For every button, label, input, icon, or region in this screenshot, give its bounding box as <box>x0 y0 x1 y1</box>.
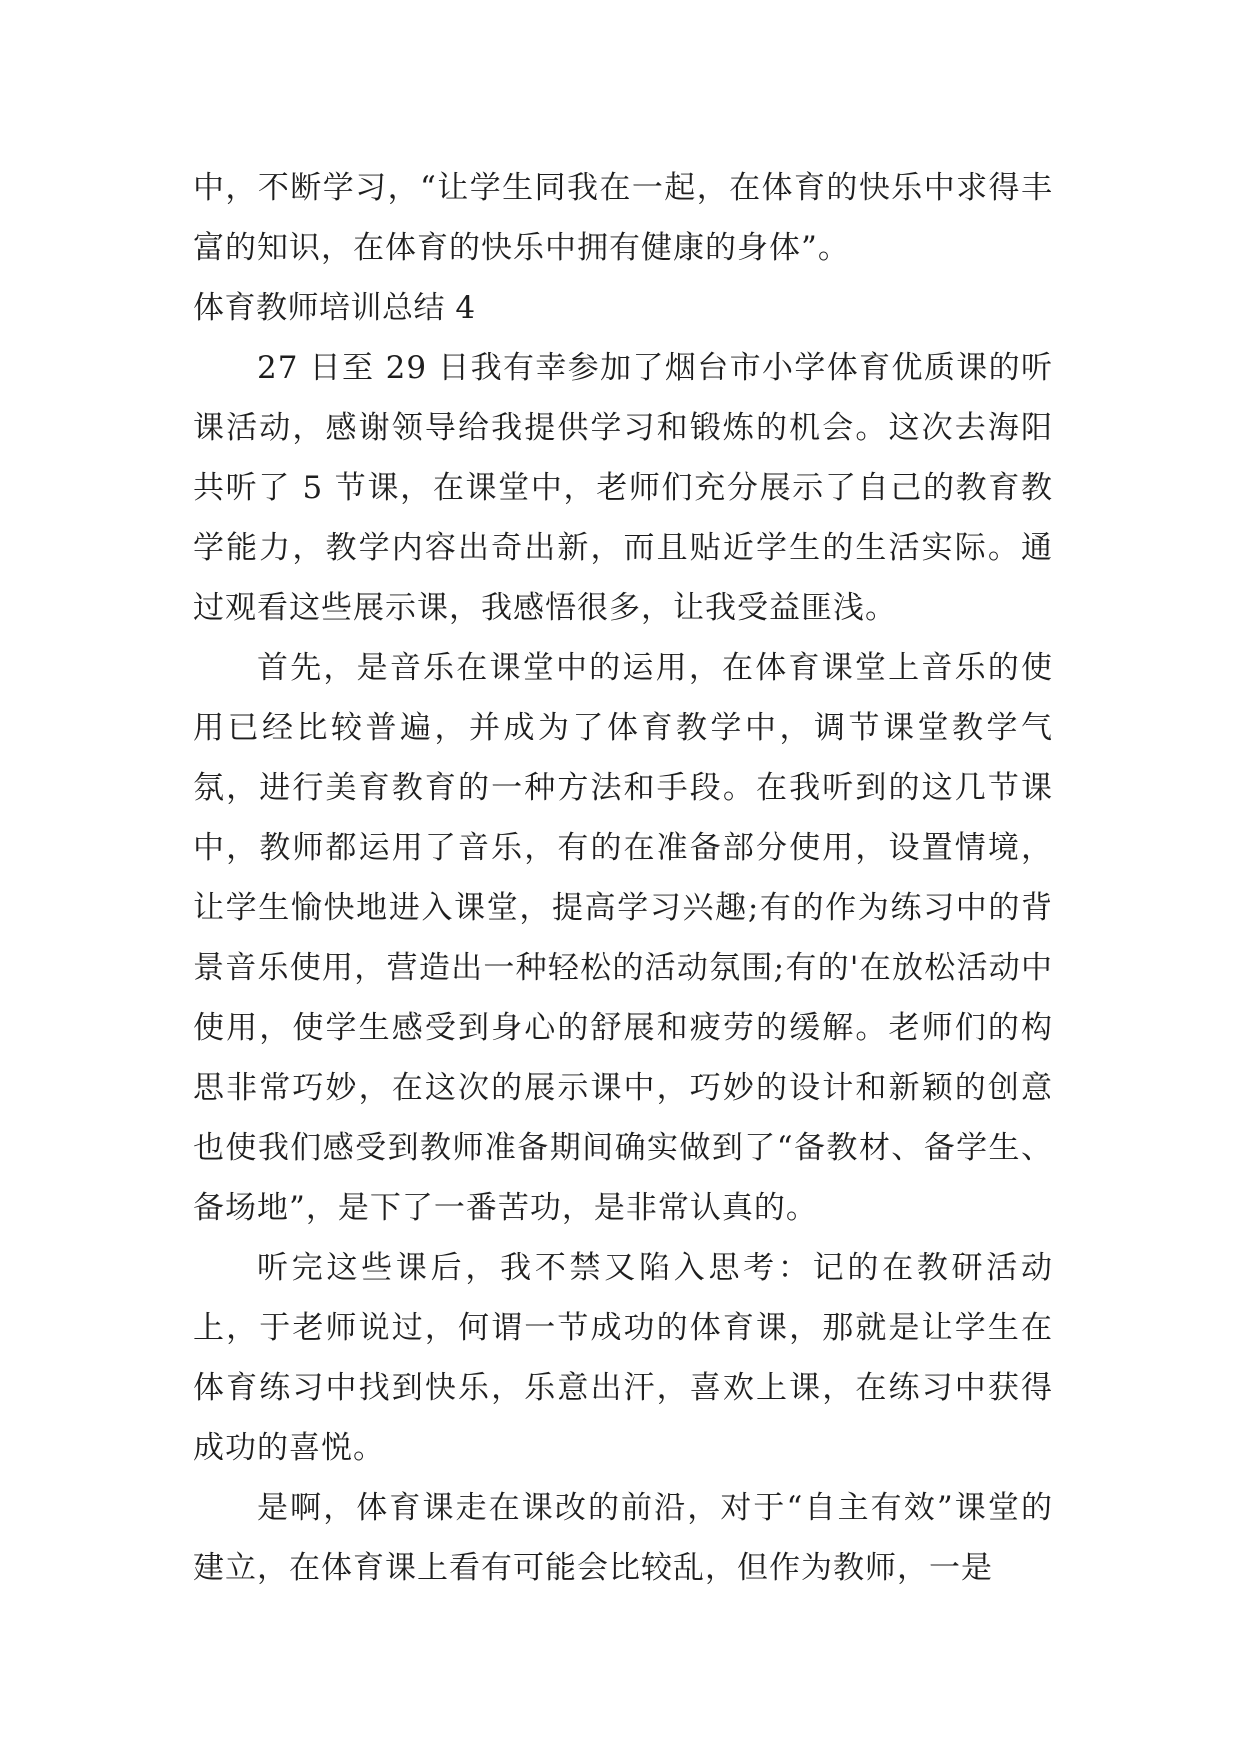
paragraph-music: 首先，是音乐在课堂中的运用，在体育课堂上音乐的使用已经比较普遍，并成为了体育教学中，调节课堂教学气氛，进行美育教育的一种方法和手段。在我听到的这几节课中，教师都运用了音乐，有的在准备部分使用，设置情境，让学生愉快地进入课堂，提高学习兴趣;有的作为练习中的背景音乐使用，营造出一种轻松的活动氛围;有的'在放松活动中使用，使学生感受到身心的舒展和疲劳的缓解。老师们的构思非常巧妙，在这次的展示课中，巧妙的设计和新颖的创意也使我们感受到教师准备期间确实做到了“备教材、备学生、备场地”，是下了一番苦功，是非常认真的。 <box>193 650 1053 1226</box>
section-heading: 体育教师培训总结 4 <box>193 290 476 326</box>
paragraph-reflection: 听完这些课后，我不禁又陷入思考：记的在教研活动上，于老师说过，何谓一节成功的体育课，那就是让学生在体育练习中找到快乐，乐意出汗，喜欢上课，在练习中获得成功的喜悦。 <box>193 1250 1053 1466</box>
paragraph-intro: 27 日至 29 日我有幸参加了烟台市小学体育优质课的听课活动，感谢领导给我提供学习和锻炼的机会。这次去海阳共听了 5 节课，在课堂中，老师们充分展示了自己的教育教学能力，教学内容出奇出新，而且贴近学生的生活实际。通过观看这些展示课，我感悟很多，让我受益匪浅。 <box>193 350 1053 626</box>
document-body <box>193 158 1053 1598</box>
paragraph-reform: 是啊，体育课走在课改的前沿，对于“自主有效”课堂的建立，在体育课上看有可能会比较乱，但作为教师，一是 <box>193 1490 1053 1586</box>
paragraph-continued: 中，不断学习，“让学生同我在一起，在体育的快乐中求得丰富的知识，在体育的快乐中拥有健康的身体”。 <box>193 170 1053 266</box>
